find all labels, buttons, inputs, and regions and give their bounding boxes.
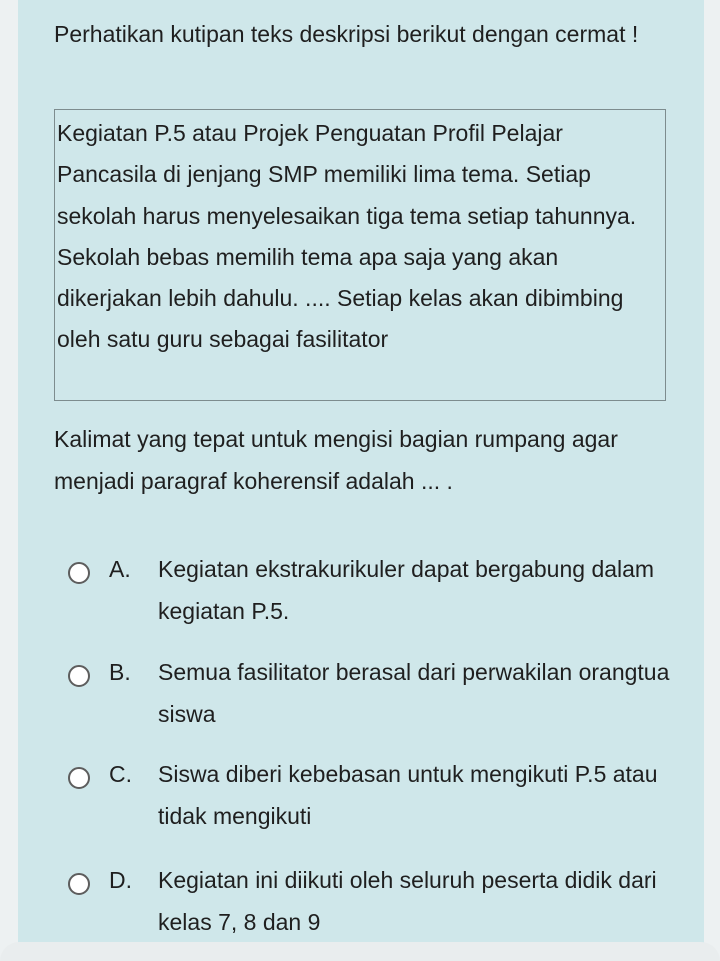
option-letter: B. [109, 659, 131, 685]
instruction-text: Perhatikan kutipan teks deskripsi berikut dengan cermat ! [54, 21, 639, 47]
option-text: Kegiatan ini diikuti oleh seluruh peserta didik dari kelas 7, 8 dan 9 [158, 867, 657, 935]
excerpt-text: Kegiatan P.5 atau Projek Penguatan Profil Pelajar Pancasila di jenjang SMP memiliki lima tema. Setiap sekolah harus menyelesaikan tiga tema setiap tahunnya. Sekolah bebas memilih tema apa saja yang akan dikerjakan lebih dahulu. .... Setiap kelas akan dibimbing oleh satu guru sebagai fasilitator [57, 120, 637, 353]
option-letter: D. [109, 867, 132, 893]
option-a[interactable] [60, 548, 680, 638]
option-c[interactable] [60, 753, 680, 843]
option-text: Kegiatan ekstrakurikuler dapat bergabung dalam kegiatan P.5. [158, 556, 655, 624]
option-d[interactable] [60, 859, 680, 949]
option-text: Semua fasilitator berasal dari perwakilan orangtua siswa [158, 659, 670, 727]
radio-button-d[interactable] [68, 873, 90, 895]
radio-button-c[interactable] [68, 767, 90, 789]
radio-button-a[interactable] [68, 562, 90, 584]
option-text: Siswa diberi kebebasan untuk mengikuti P.5 atau tidak mengikuti [158, 761, 658, 829]
question-text: Kalimat yang tepat untuk mengisi bagian rumpang agar menjadi paragraf koherensif adalah ... . [54, 426, 618, 494]
option-letter: A. [109, 556, 131, 582]
bottom-bar [0, 942, 720, 961]
option-b[interactable] [60, 651, 680, 741]
option-letter: C. [109, 761, 132, 787]
radio-button-b[interactable] [68, 665, 90, 687]
